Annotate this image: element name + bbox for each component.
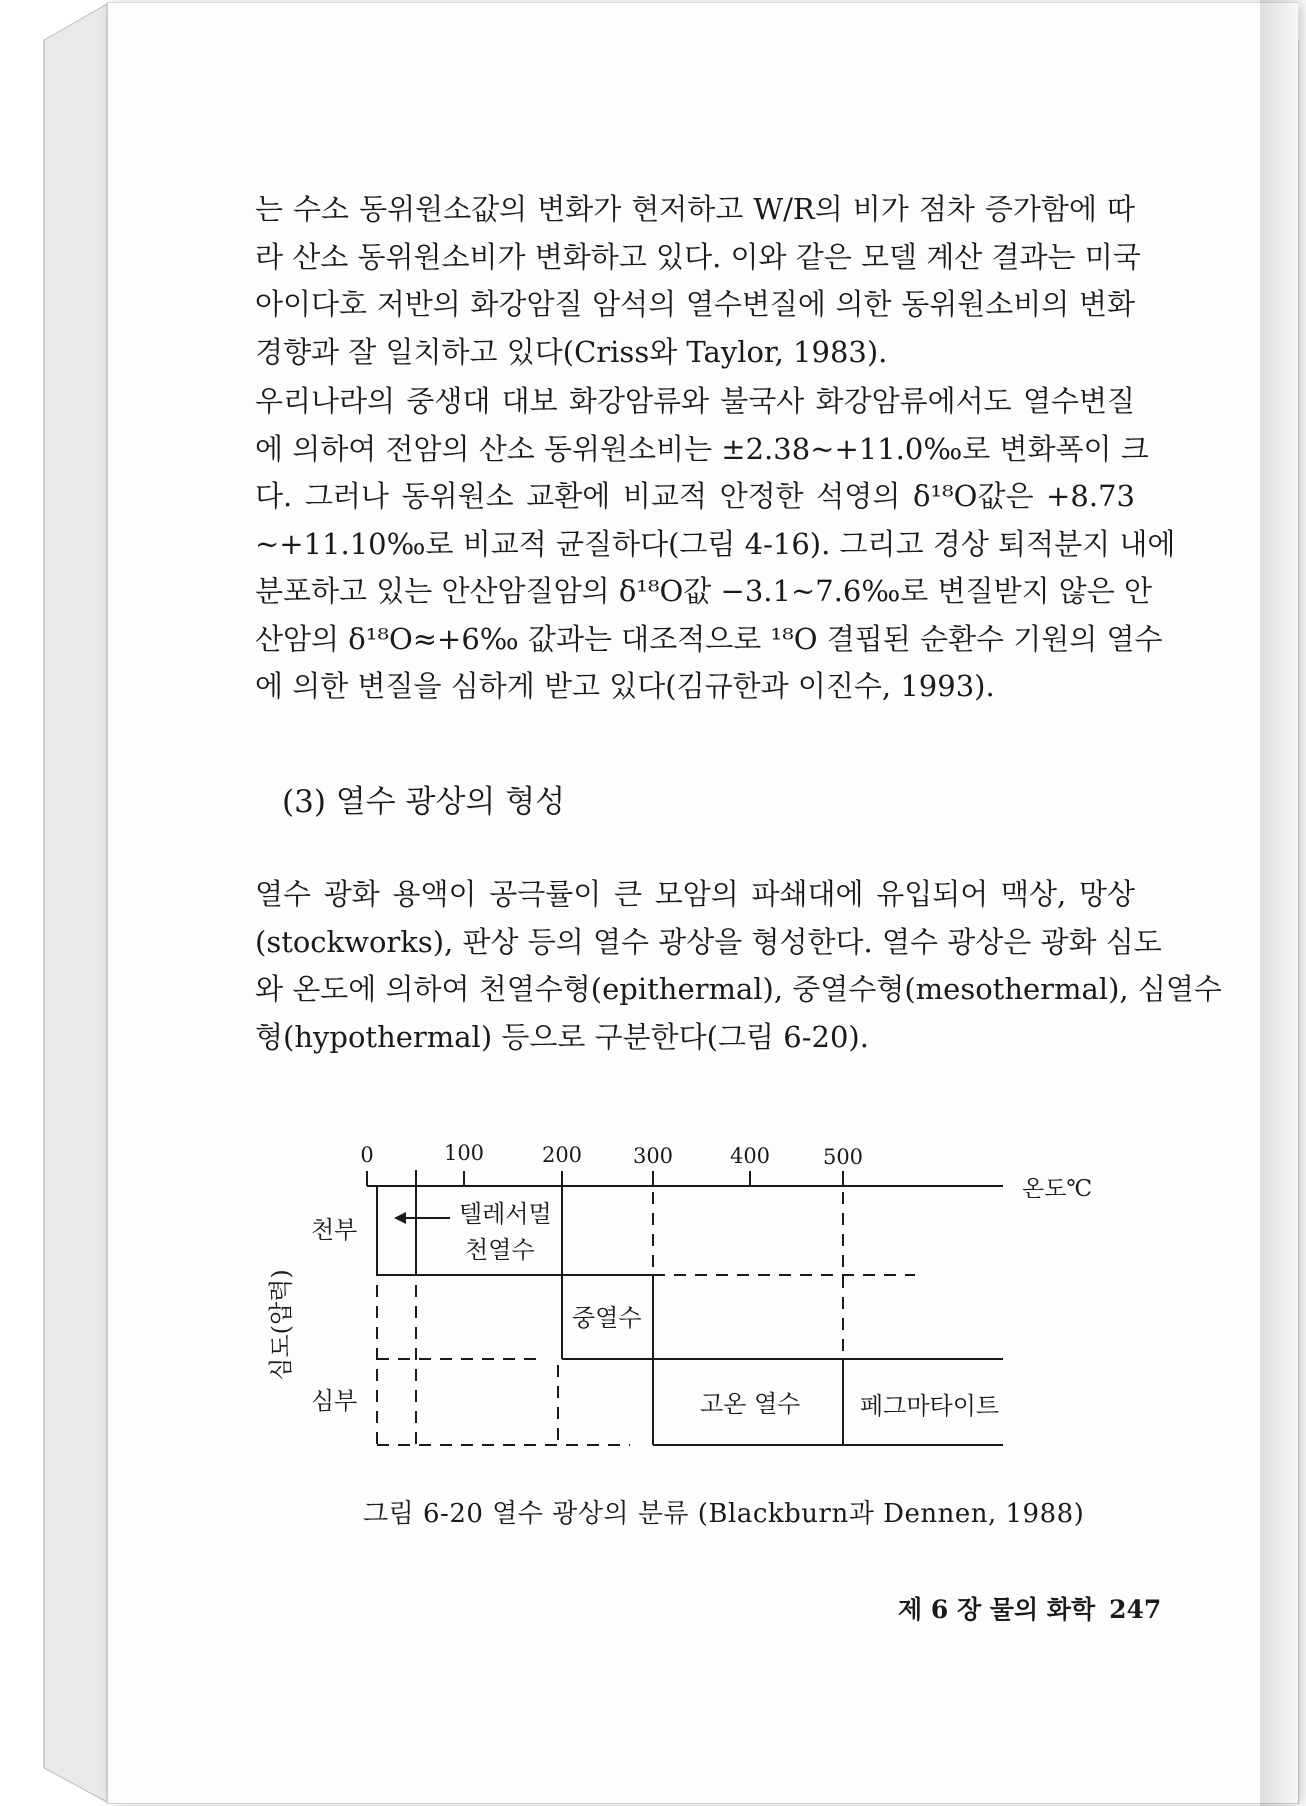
mesothermal-label: 중열수 — [572, 1304, 642, 1332]
pegmatite-label: 페그마타이트 — [860, 1392, 1000, 1420]
text-line: 아이다호 저반의 화강암질 암석의 열수변질에 의한 동위원소비의 변화 — [255, 287, 1135, 321]
text-line: 와 온도에 의하여 천열수형(epithermal), 중열수형(mesothermal), 심열수 — [255, 972, 1222, 1006]
text-line: 라 산소 동위원소비가 변화하고 있다. 이와 같은 모델 계산 결과는 미국 — [255, 239, 1141, 274]
tick-label: 0 — [360, 1143, 374, 1167]
text-line: 다. 그러나 동위원소 교환에 비교적 안정한 석영의 δ¹⁸O값은 +8.73 — [255, 479, 1135, 513]
text-line: 에 의하여 전암의 산소 동위원소비는 ±2.38~+11.0‰로 변화폭이 크 — [255, 431, 1149, 466]
y-axis-label: 심도(압력) — [267, 1269, 295, 1381]
tick-label: 400 — [729, 1144, 771, 1168]
telethermal-arrow-head — [394, 1212, 406, 1224]
page-number: 247 — [1109, 1595, 1162, 1624]
text-line: 에 의한 변질을 심하게 받고 있다(김규한과 이진수, 1993). — [255, 669, 995, 703]
deep-label: 심부 — [311, 1387, 358, 1415]
epithermal-label: 천열수 — [465, 1236, 535, 1264]
chapter-title: 제 6 장 물의 화학 — [898, 1595, 1096, 1624]
text-line: 우리나라의 중생대 대보 화강암류와 불국사 화강암류에서도 열수변질 — [255, 384, 1135, 418]
text-line: 분포하고 있는 안산암질암의 δ¹⁸O값 −3.1~7.6‰로 변질받지 않은 안 — [255, 574, 1153, 608]
text-line: 산암의 δ¹⁸O≈+6‰ 값과는 대조적으로 ¹⁸O 결핍된 순환수 기원의 열수 — [255, 621, 1163, 656]
text-line: 는 수소 동위원소값의 변화가 현저하고 W/R의 비가 점차 증가함에 따 — [255, 192, 1135, 226]
text-line: 경향과 잘 일치하고 있다(Criss와 Taylor, 1983). — [255, 334, 888, 369]
figure-caption: 그림 6-20 열수 광상의 분류 (Blackburn과 Dennen, 1988) — [363, 1499, 1085, 1529]
high-temp-hydrothermal-label: 고온 열수 — [700, 1390, 801, 1418]
shallow-label: 천부 — [311, 1216, 358, 1244]
page-footer — [898, 1590, 1161, 1626]
text-line: (stockworks), 판상 등의 열수 광상을 형성한다. 열수 광상은 광화 심도 — [255, 924, 1162, 959]
tick-label: 200 — [541, 1143, 583, 1167]
page-shadow — [1260, 0, 1306, 1806]
tick-label: 500 — [822, 1145, 864, 1169]
text-line: ~+11.10‰로 비교적 균질하다(그림 4-16). 그리고 경상 퇴적분지 내에 — [255, 526, 1176, 561]
tick-label: 300 — [632, 1144, 674, 1168]
text-line: 열수 광화 용액이 공극률이 큰 모암의 파쇄대에 유입되어 맥상, 망상 — [255, 877, 1135, 911]
section-heading: (3) 열수 광상의 형성 — [282, 784, 566, 820]
telethermal-label: 텔레서멀 — [459, 1200, 552, 1228]
x-axis-label: 온도℃ — [1022, 1176, 1093, 1202]
tick-label: 100 — [443, 1141, 485, 1165]
text-line: 형(hypothermal) 등으로 구분한다(그림 6-20). — [255, 1019, 869, 1054]
